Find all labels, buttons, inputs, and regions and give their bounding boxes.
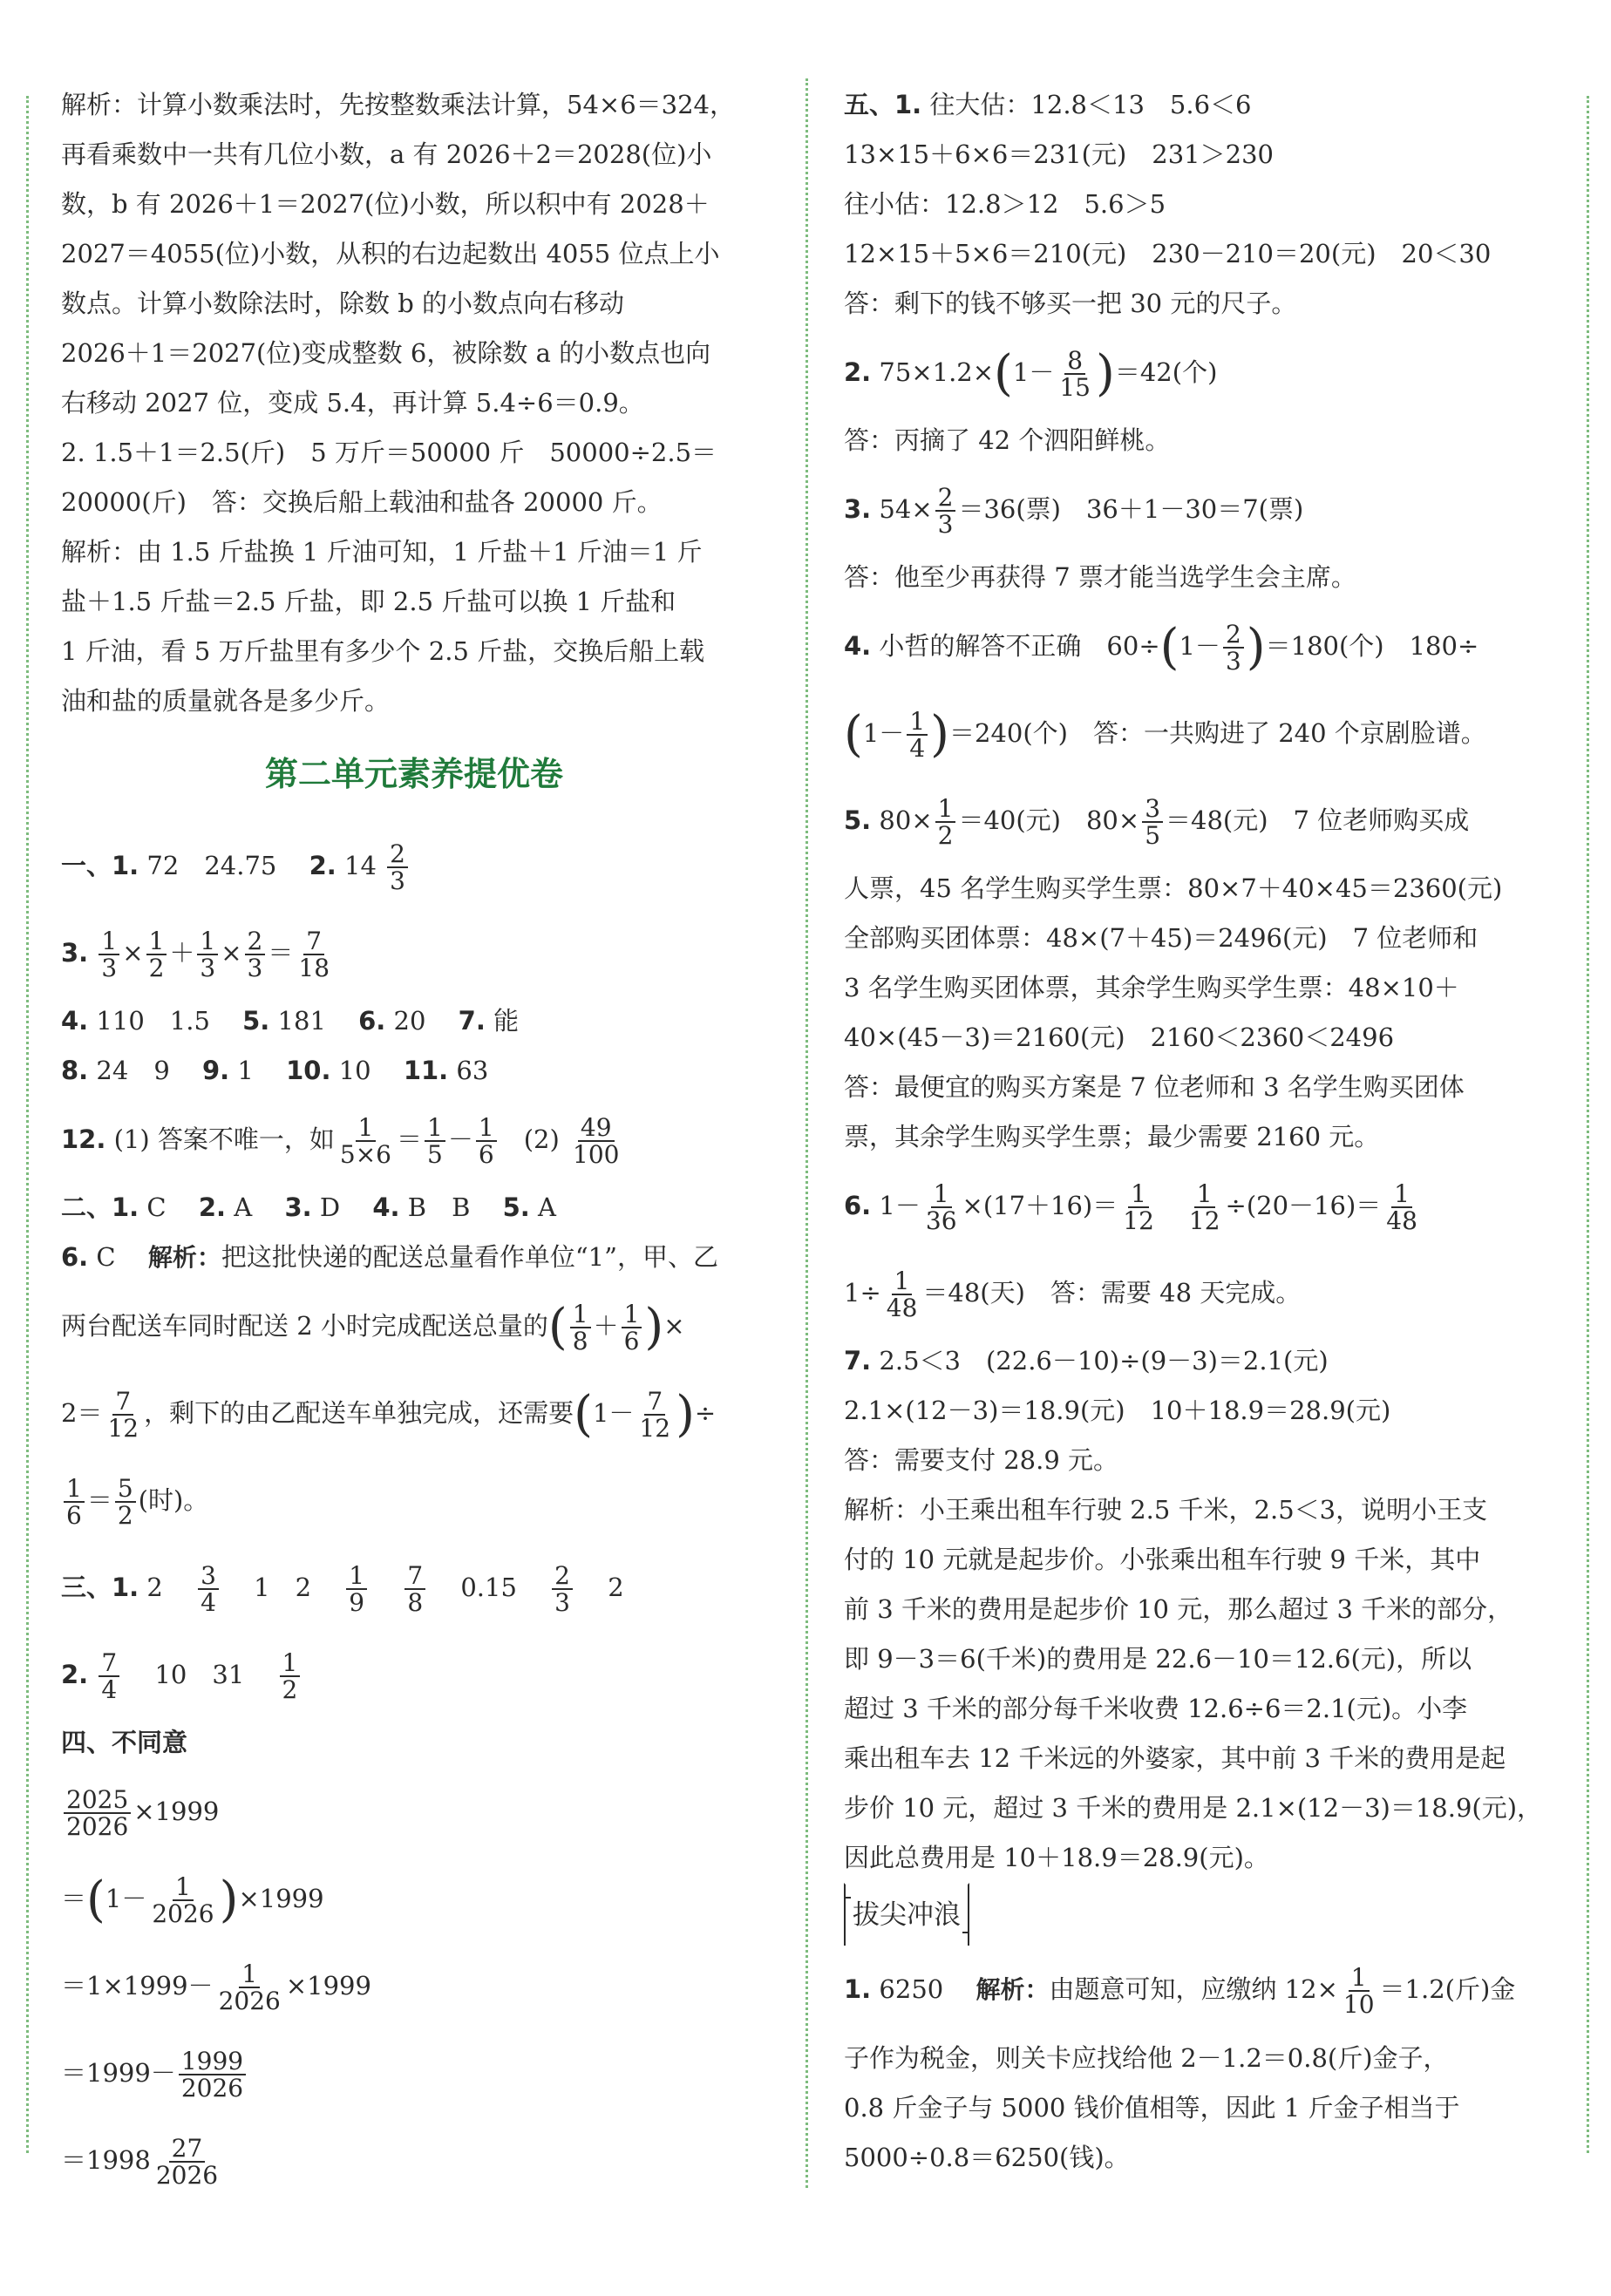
fraction: $\frac{1}{6}$	[622, 1301, 642, 1355]
text-line: 2. 1.5＋1＝2.5(斤) 5 万斤＝50000 斤 50000÷2.5＝	[61, 438, 717, 467]
answer-line: 四、不同意	[61, 1728, 188, 1757]
answer-line: 0.8 斤金子与 5000 钱价值相等，因此 1 斤金子相当于	[844, 2093, 1460, 2123]
fraction: $\frac{3}{5}$	[1142, 796, 1163, 849]
answer-line: 5. 80× $\frac{1}{2}$ ＝40(元) 80× $\frac{3}{5}$ ＝48(元) 7 位老师购买成	[844, 793, 1470, 850]
fraction: $\frac{1}{3}$	[99, 928, 119, 982]
answer-line: (1－ $\frac{1}{4}$ )＝240(个) 答：一共购进了 240 个京剧脸谱。	[844, 706, 1486, 763]
text-line: 解析：计算小数乘法时，先按整数乘法计算，54×6＝324，	[61, 90, 736, 119]
answer-line: ＝(1－ $\frac{1}{2026}$ )×1999	[61, 1871, 324, 1928]
answer-line: 6. C 解析：把这批快递的配送总量看作单位“1”，甲、乙	[61, 1242, 718, 1272]
answer-line: 即 9－3＝6(千米)的费用是 22.6－10＝12.6(元)，所以	[844, 1644, 1472, 1674]
fraction: $\frac{1}{48}$	[1386, 1179, 1417, 1235]
fraction: $\frac{1}{8}$	[570, 1301, 591, 1355]
answer-line: 二、1. C 2. A 3. D 4. B B 5. A	[61, 1192, 556, 1222]
answer-line: 1. 6250 解析：由题意可知，应缴纳 12× $\frac{1}{10}$ ＝1.2(斤)金	[844, 1962, 1516, 2019]
fraction: $\frac{2}{3}$	[935, 485, 956, 538]
fraction: $\frac{1}{2}$	[935, 796, 956, 849]
text-line: 再看乘数中一共有几位小数，a 有 2026＋2＝2028(位)小	[61, 139, 712, 169]
text-line: 解析：由 1.5 斤盐换 1 斤油可知，1 斤盐＋1 斤油＝1 斤	[61, 537, 703, 567]
answer-line: 2. $\frac{7}{4}$ 10 31 $\frac{1}{2}$	[61, 1631, 767, 1718]
answer-line: 答：剩下的钱不够买一把 30 元的尺子。	[844, 289, 1297, 318]
answer-line: 因此总费用是 10＋18.9＝28.9(元)。	[844, 1843, 1269, 1872]
answer-line: 4. 110 1.5 5. 181 6. 20 7. 能	[61, 1006, 520, 1036]
answer-line: 子作为税金，则关卡应找给他 2－1.2＝0.8(斤)金子，	[844, 2043, 1449, 2073]
answer-line: 3. $\frac{1}{3}$ × $\frac{1}{2}$ ＋ $\frac{1}{3}$ × $\frac{2}{3}$ ＝ $\frac{7}{18}$	[61, 909, 767, 996]
answer-line: 五、1. 往大估：12.8＜13 5.6＜6	[844, 90, 1252, 119]
answer-line: 3 名学生购买团体票，其余学生购买学生票：48×10＋	[844, 973, 1459, 1002]
left-margin-dotted-line	[26, 96, 29, 2153]
text-line: 数，b 有 2026＋1＝2027(位)小数，所以积中有 2028＋	[61, 189, 710, 219]
text-line: 20000(斤) 答：交换后船上载油和盐各 20000 斤。	[61, 487, 663, 517]
answer-line: 7. 2.5＜3 (22.6－10)÷(9－3)＝2.1(元)	[844, 1346, 1329, 1376]
answer-line: ＝1999－ $\frac{1999}{2026}$	[61, 2029, 767, 2116]
answer-line: 三、1. 2 $\frac{3}{4}$ 1 2 $\frac{1}{9}$ $\frac{7}{8}$ 0.15 $\frac{2}{3}$ 2	[61, 1560, 624, 1617]
fraction: $\frac{1999}{2026}$	[179, 2048, 246, 2102]
fraction: $\frac{1}{9}$	[346, 1563, 367, 1616]
fraction: $\frac{7}{18}$	[298, 926, 330, 982]
fraction: $\frac{5}{2}$	[115, 1476, 136, 1529]
answer-line: 解析：小王乘出租车行驶 2.5 千米，2.5＜3，说明小王支	[844, 1495, 1488, 1525]
fraction: $\frac{1}{12}$	[1188, 1179, 1220, 1235]
fraction: $\frac{3}{4}$	[198, 1563, 219, 1616]
answer-line: 12. (1) 答案不唯一，如 $\frac{1}{5\times 6}$ ＝ $\frac{1}{5}$ － $\frac{1}{6}$ (2) $\frac{49}{100}$	[61, 1096, 767, 1183]
answer-line: 乘出租车去 12 千米远的外婆家，其中前 3 千米的费用是起	[844, 1743, 1506, 1773]
fraction: $\frac{1}{5\times 6}$	[339, 1112, 391, 1169]
answer-line: 答：需要支付 28.9 元。	[844, 1445, 1119, 1475]
answer-line: 全部购买团体票：48×(7＋45)＝2496(元) 7 位老师和	[844, 923, 1478, 953]
text-line: 2026＋1＝2027(位)变成整数 6，被除数 a 的小数点也向	[61, 338, 711, 368]
answer-line: 40×(45－3)＝2160(元) 2160＜2360＜2496	[844, 1022, 1395, 1052]
fraction: $\frac{1}{48}$	[886, 1266, 918, 1322]
answer-line: 付的 10 元就是起步价。小张乘出租车行驶 9 千米，其中	[844, 1545, 1481, 1574]
subsection-heading: 拔尖冲浪	[844, 1883, 1554, 1946]
fraction: $\frac{2}{3}$	[245, 928, 266, 982]
fraction: $\frac{1}{2026}$	[218, 1959, 281, 2015]
answer-line: 票，其余学生购买学生票；最少需要 2160 元。	[844, 1122, 1380, 1151]
answer-line: 2. 75×1.2×(1－ $\frac{8}{15}$ )＝42(个)	[844, 345, 1218, 402]
text-line: 盐＋1.5 斤盐＝2.5 斤盐，即 2.5 斤盐可以换 1 斤盐和	[61, 587, 676, 616]
fraction: $\frac{1}{6}$	[476, 1115, 497, 1168]
fraction: $\frac{2025}{2026}$	[64, 1787, 131, 1840]
answer-line: 12×15＋5×6＝210(元) 230－210＝20(元) 20＜30	[844, 239, 1492, 268]
answer-line: 人票，45 名学生购买学生票：80×7＋40×45＝2360(元)	[844, 873, 1503, 903]
right-margin-dotted-line	[1587, 96, 1589, 2153]
answer-line: 超过 3 千米的部分每千米收费 12.6÷6＝2.1(元)。小李	[844, 1694, 1468, 1723]
answer-line: 往小估：12.8＞12 5.6＞5	[844, 189, 1166, 219]
fraction: $\frac{2}{3}$	[1223, 622, 1244, 675]
left-column	[61, 80, 767, 2204]
fraction: $\frac{2}{3}$	[387, 841, 408, 894]
fraction: $\frac{1}{2}$	[146, 928, 167, 982]
fraction: $\frac{49}{100}$	[573, 1112, 620, 1169]
fraction: $\frac{1}{5}$	[425, 1115, 445, 1168]
text-line: 右移动 2027 位，变成 5.4，再计算 5.4÷6＝0.9。	[61, 388, 644, 418]
answer-line: ＝1998 $\frac{27}{2026}$	[61, 2116, 767, 2204]
fraction: $\frac{7}{4}$	[99, 1650, 119, 1703]
fraction: $\frac{8}{15}$	[1059, 345, 1091, 402]
answer-line: 6. 1－ $\frac{1}{36}$ ×(17＋16)＝ $\frac{1}{12}$ $\frac{1}{12}$ ÷(20－16)＝ $\frac{1}{48}$	[844, 1162, 1554, 1249]
answer-line: 一、1. 72 24.75 2. 14 $\frac{2}{3}$	[61, 822, 767, 909]
fraction: $\frac{1}{36}$	[925, 1179, 957, 1235]
answer-line: ＝1×1999－ $\frac{1}{2026}$ ×1999	[61, 1959, 371, 2015]
fraction: $\frac{7}{12}$	[639, 1386, 671, 1443]
text-line: 数点。计算小数除法时，除数 b 的小数点向右移动	[61, 289, 625, 318]
answer-line: 4. 小哲的解答不正确 60÷(1－ $\frac{2}{3}$ )＝180(个) 180÷	[844, 619, 1479, 676]
fraction: $\frac{1}{12}$	[1123, 1179, 1154, 1235]
fraction: $\frac{7}{8}$	[404, 1563, 425, 1616]
right-column	[844, 80, 1554, 2183]
column-divider-dotted-line	[806, 78, 808, 2188]
answer-line: $\frac{1}{6}$ ＝ $\frac{5}{2}$ (时)。	[61, 1457, 767, 1544]
answer-line: 3. 54× $\frac{2}{3}$ ＝36(票) 36＋1－30＝7(票)	[844, 482, 1304, 539]
fraction: $\frac{1}{4}$	[907, 709, 928, 762]
answer-line: 1÷ $\frac{1}{48}$ ＝48(天) 答：需要 48 天完成。	[844, 1266, 1302, 1322]
fraction: $\frac{7}{12}$	[107, 1386, 139, 1443]
answer-line: 8. 24 9 9. 1 10. 10 11. 63	[61, 1056, 489, 1085]
answer-line: 答：他至少再获得 7 票才能当选学生会主席。	[844, 562, 1356, 592]
answer-line: 答：最便宜的购买方案是 7 位老师和 3 名学生购买团体	[844, 1072, 1465, 1102]
answer-line: 两台配送车同时配送 2 小时完成配送总量的( $\frac{1}{8}$ ＋ $\frac{1}{6}$ )×	[61, 1299, 685, 1355]
answer-line: 答：丙摘了 42 个泗阳鲜桃。	[844, 425, 1171, 455]
answer-line: 2＝ $\frac{7}{12}$ ，剩下的由乙配送车单独完成，还需要(1－ $\frac{7}{12}$ )÷	[61, 1386, 717, 1443]
section-title: 第二单元素养提优卷	[264, 755, 563, 793]
answer-line: 13×15＋6×6＝231(元) 231＞230	[844, 139, 1274, 169]
text-line: 油和盐的质量就各是多少斤。	[61, 686, 391, 716]
fraction: $\frac{1}{10}$	[1342, 1962, 1375, 2019]
answer-line: 前 3 千米的费用是起步价 10 元，那么超过 3 千米的部分，	[844, 1594, 1513, 1624]
fraction: $\frac{1}{6}$	[64, 1476, 85, 1529]
fraction: $\frac{27}{2026}$	[155, 2133, 219, 2190]
answer-line: 2.1×(12－3)＝18.9(元) 10＋18.9＝28.9(元)	[844, 1396, 1391, 1425]
text-line: 2027＝4055(位)小数，从积的右边起数出 4055 位点上小	[61, 239, 720, 268]
answer-line: 5000÷0.8＝6250(钱)。	[844, 2143, 1130, 2172]
fraction: $\frac{1}{3}$	[197, 928, 218, 982]
fraction: $\frac{2}{3}$	[552, 1563, 573, 1616]
text-line: 1 斤油，看 5 万斤盐里有多少个 2.5 斤盐，交换后船上载	[61, 636, 705, 666]
answer-line: $\frac{2025}{2026}$ ×1999	[61, 1768, 767, 1855]
fraction: $\frac{1}{2026}$	[152, 1871, 214, 1928]
fraction: $\frac{1}{2}$	[280, 1650, 301, 1703]
answer-line: 步价 10 元，超过 3 千米的费用是 2.1×(12－3)＝18.9(元)，	[844, 1793, 1543, 1823]
